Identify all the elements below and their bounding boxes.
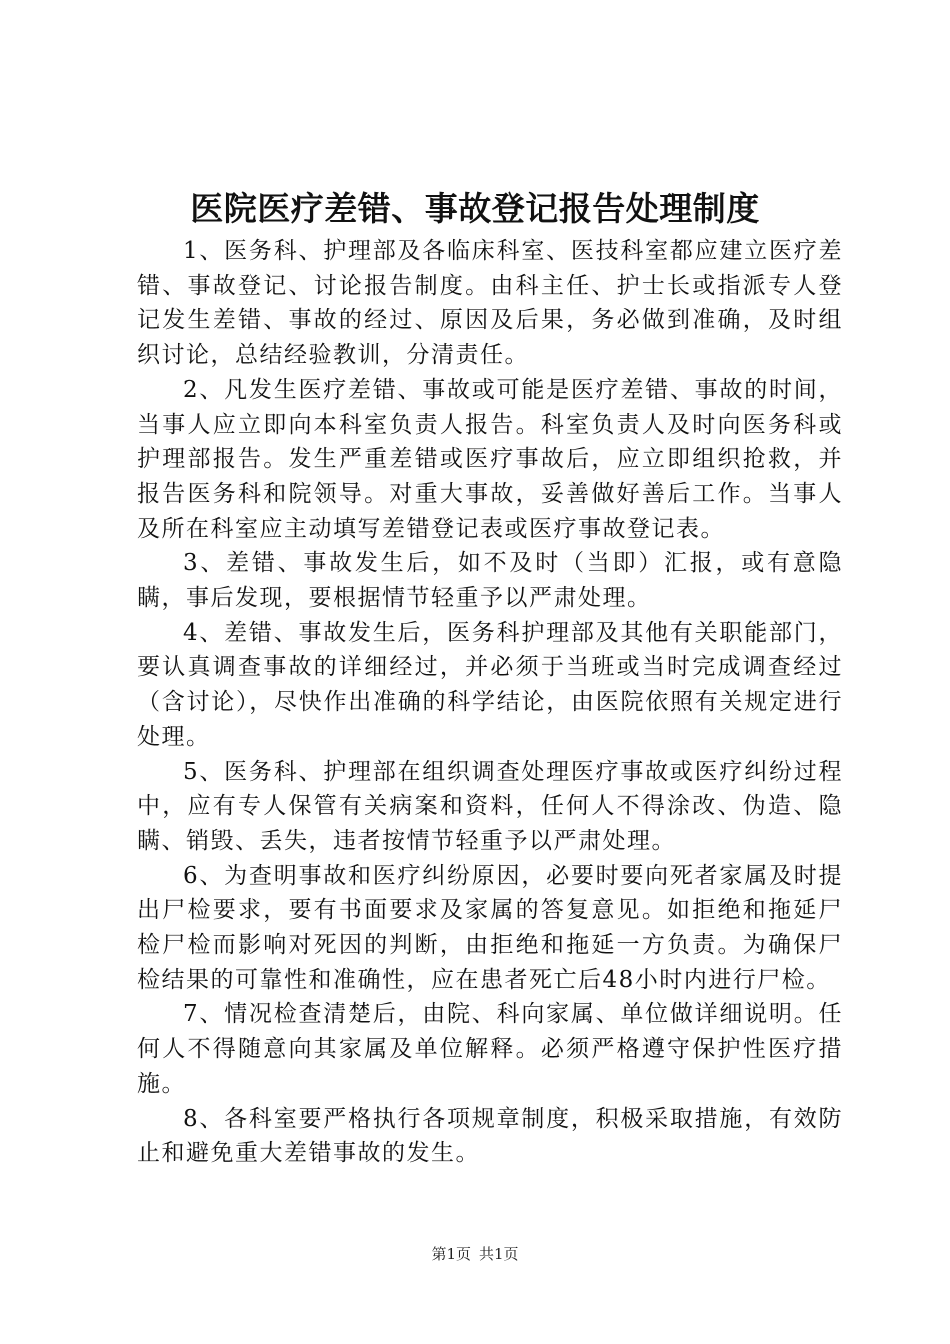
paragraph-3: 3、差错、事故发生后，如不及时（当即）汇报，或有意隐瞒，事后发现，要根据情节轻重予以严肃处理。: [137, 550, 843, 612]
document-title: 医院医疗差错、事故登记报告处理制度: [190, 189, 760, 228]
document-body: [137, 234, 843, 1171]
paragraph-5: 5、医务科、护理部在组织调查处理医疗事故或医疗纠纷过程中，应有专人保管有关病案和资料，任何人不得涂改、伪造、隐瞒、销毁、丢失，违者按情节轻重予以严肃处理。: [137, 758, 843, 854]
paragraph-7: 7、情况检查清楚后，由院、科向家属、单位做详细说明。任何人不得随意向其家属及单位解释。必须严格遵守保护性医疗措施。: [137, 1001, 843, 1097]
paragraph-6: 6、为查明事故和医疗纠纷原因，必要时要向死者家属及时提出尸检要求，要有书面要求及家属的答复意见。如拒绝和拖延尸检尸检而影响对死因的判断，由拒绝和拖延一方负责。为确保尸检结果的可靠性和准确性，应在患者死亡后48小时内进行尸检。: [137, 862, 843, 993]
page-number: 第1页: [431, 1245, 471, 1263]
paragraph-4: 4、差错、事故发生后，医务科护理部及其他有关职能部门，要认真调查事故的详细经过，并必须于当班或当时完成调查经过（含讨论），尽快作出准确的科学结论，由医院依照有关规定进行处理。: [137, 619, 843, 750]
paragraph-1: 1、医务科、护理部及各临床科室、医技科室都应建立医疗差错、事故登记、讨论报告制度。由科主任、护士长或指派专人登记发生差错、事故的经过、原因及后果，务必做到准确，及时组织讨论，总结经验教训，分清责任。: [137, 238, 843, 369]
paragraph-8: 8、各科室要严格执行各项规章制度，积极采取措施，有效防止和避免重大差错事故的发生。: [137, 1105, 843, 1167]
paragraph-2: 2、凡发生医疗差错、事故或可能是医疗差错、事故的时间，当事人应立即向本科室负责人报告。科室负责人及时向医务科或护理部报告。发生严重差错或医疗事故后，应立即组织抢救，并报告医务科和院领导。对重大事故，妥善做好善后工作。当事人及所在科室应主动填写差错登记表或医疗事故登记表。: [137, 376, 843, 542]
page-footer: [0, 1244, 950, 1264]
page-total: 共1页: [479, 1245, 519, 1263]
